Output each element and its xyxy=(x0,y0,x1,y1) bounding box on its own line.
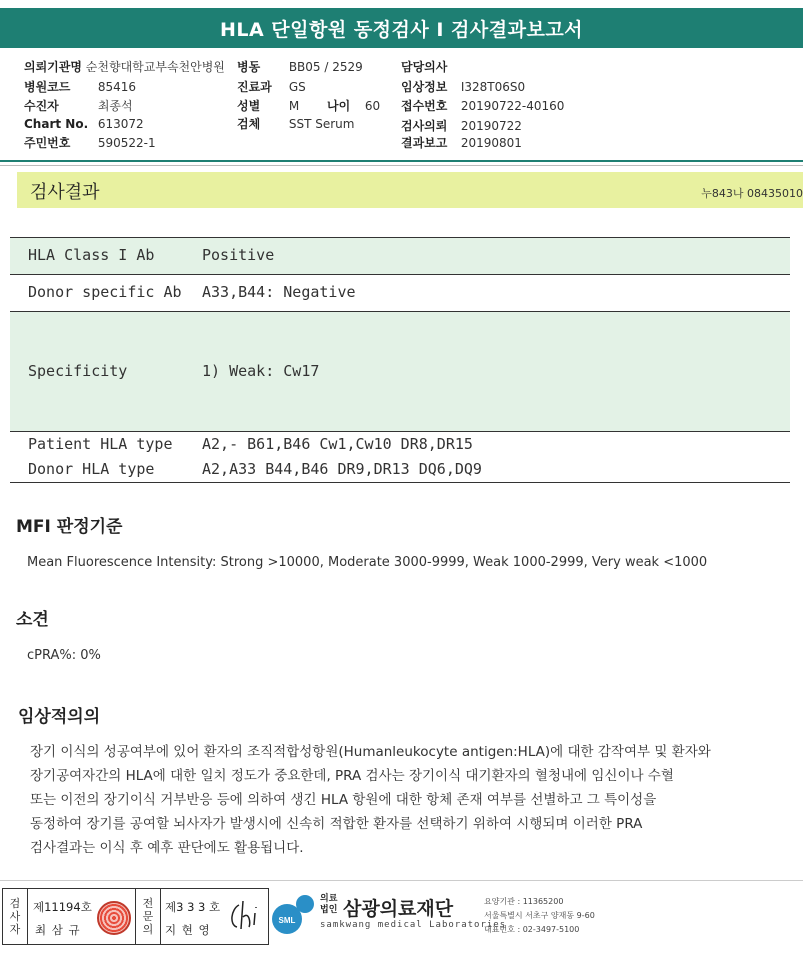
sml-logo-icon xyxy=(270,892,318,938)
results-table xyxy=(10,237,790,483)
table-row-hla-types xyxy=(10,432,790,483)
institution-value: 순천향대학교부속천안병원 xyxy=(85,60,225,74)
ward-label: 병동 xyxy=(237,60,261,74)
ward-value: BB05 / 2529 xyxy=(288,60,363,74)
row-value: 1) Weak: Cw17 xyxy=(202,362,320,380)
header-patient xyxy=(24,97,133,114)
specialist-label xyxy=(135,889,161,944)
report-date-label: 결과보고 xyxy=(401,136,448,150)
header-divider xyxy=(0,160,803,162)
clinical-info-label: 임상정보 xyxy=(401,80,448,94)
specialist-label-text: 전 문 의 xyxy=(142,897,154,936)
report-title: HLA 단일항원 동정검사 I 검사결과보고서 xyxy=(0,8,803,48)
hospital-code-value: 85416 xyxy=(97,80,137,94)
logo-english-name: samkwang medical Laboratories xyxy=(320,920,507,930)
header-chart xyxy=(24,117,144,131)
tester-name: 최 삼 규 xyxy=(35,923,81,937)
table-row xyxy=(10,238,790,275)
tester-license: 제11194호 xyxy=(33,900,92,914)
resident-value: 590522-1 xyxy=(97,136,156,150)
info-address: 서울특별시 서초구 양재동 9-60 xyxy=(484,911,595,920)
sex-value: M xyxy=(288,99,300,113)
clinical-line: 또는 이전의 장기이식 거부반응 등에 의하여 생긴 HLA 항원에 대한 항체 존재 여부를 선별하고 그 특이성을 xyxy=(30,792,657,808)
age-value: 60 xyxy=(364,99,381,113)
mfi-text: Mean Fluorescence Intensity: Strong >10000, Moderate 3000-9999, Weak 1000-2999, Very weak <1000 xyxy=(27,555,708,570)
logo-mark-text: SML xyxy=(278,916,296,925)
info-phone: 대표번호 : 02-3497-5100 xyxy=(484,925,580,934)
hospital-code-label: 병원코드 xyxy=(24,80,71,94)
tester-label xyxy=(3,889,28,944)
logo-law-label: 의료 법인 xyxy=(320,894,338,915)
mfi-title: MFI 판정기준 xyxy=(16,517,123,537)
header-sex xyxy=(237,97,299,114)
receipt-value: 20190722-40160 xyxy=(460,99,565,113)
header-age xyxy=(327,97,380,114)
opinion-title: 소견 xyxy=(16,610,49,630)
clinical-line: 장기 이식의 성공여부에 있어 환자의 조직적합성항원(Humanleukocyte antigen:HLA)에 대한 감작여부 및 환자와 xyxy=(30,744,711,760)
institution-label: 의뢰기관명 xyxy=(24,60,82,74)
row-label: Patient HLA type xyxy=(28,435,173,453)
specialist-license: 제3 3 3 호 xyxy=(165,900,221,914)
row-label: Donor specific Ab xyxy=(28,283,182,301)
sex-label: 성별 xyxy=(237,99,261,113)
row-value: Positive xyxy=(202,246,275,264)
header-doctor xyxy=(401,58,447,75)
row-label: Specificity xyxy=(28,362,128,380)
row-value: A33,B44: Negative xyxy=(202,283,356,301)
resident-label: 주민번호 xyxy=(24,136,71,150)
footer-divider xyxy=(0,880,803,881)
header-clinical-info xyxy=(401,78,525,95)
header-divider-thin xyxy=(0,165,803,166)
opinion-text: cPRA%: 0% xyxy=(27,648,101,663)
header-institution xyxy=(24,58,225,75)
row-label: HLA Class I Ab xyxy=(28,246,155,264)
header-hospital-code xyxy=(24,78,136,95)
specimen-label: 검체 xyxy=(237,117,261,131)
header-resident xyxy=(24,134,156,151)
dept-value: GS xyxy=(288,80,306,94)
info-code: 요양기관 : 11365200 xyxy=(484,897,564,906)
request-label: 검사의뢰 xyxy=(401,119,448,133)
header-receipt xyxy=(401,97,564,114)
header-specimen xyxy=(237,115,354,132)
table-row xyxy=(10,312,790,432)
patient-label: 수진자 xyxy=(24,99,59,113)
age-label: 나이 xyxy=(327,99,351,113)
tester-label-text: 검 사 자 xyxy=(9,897,21,936)
chart-value: 613072 xyxy=(97,117,144,131)
clinical-title: 임상적의의 xyxy=(18,707,101,727)
doctor-label: 담당의사 xyxy=(401,60,448,74)
signature-box xyxy=(2,888,269,945)
results-code: 누843나 08435010 xyxy=(701,187,803,200)
receipt-label: 접수번호 xyxy=(401,99,448,113)
signature-mark xyxy=(225,899,265,935)
request-value: 20190722 xyxy=(460,119,522,133)
clinical-line: 동정하여 장기를 공여할 뇌사자가 발생시에 신속히 적합한 환자를 선택하기 위하여 시행되며 이러한 PRA xyxy=(30,816,643,832)
header-request xyxy=(401,117,522,134)
results-banner xyxy=(17,172,803,208)
row-value: A2,A33 B44,B46 DR9,DR13 DQ6,DQ9 xyxy=(202,460,482,478)
header-ward xyxy=(237,58,363,75)
table-row xyxy=(10,275,790,312)
seal-stamp xyxy=(97,901,131,935)
report-date-value: 20190801 xyxy=(460,136,522,150)
header-report-date xyxy=(401,134,522,151)
specialist-name: 지 현 영 xyxy=(165,923,211,937)
results-title: 검사결과 xyxy=(30,182,100,203)
row-value: A2,- B61,B46 Cw1,Cw10 DR8,DR15 xyxy=(202,435,473,453)
logo-name: 삼광의료재단 xyxy=(343,898,454,920)
dept-label: 진료과 xyxy=(237,80,272,94)
header-dept xyxy=(237,78,306,95)
clinical-line: 장기공여자간의 HLA에 대한 일치 정도가 중요한데, PRA 검사는 장기이식 대기환자의 혈청내에 임신이나 수혈 xyxy=(30,768,674,784)
patient-value: 최종석 xyxy=(97,99,133,113)
row-label: Donor HLA type xyxy=(28,460,155,478)
clinical-info-value: I328T06S0 xyxy=(460,80,526,94)
clinical-line: 검사결과는 이식 후 예후 판단에도 활용됩니다. xyxy=(30,840,304,856)
chart-label: Chart No. xyxy=(24,117,89,131)
specimen-value: SST Serum xyxy=(288,117,355,131)
